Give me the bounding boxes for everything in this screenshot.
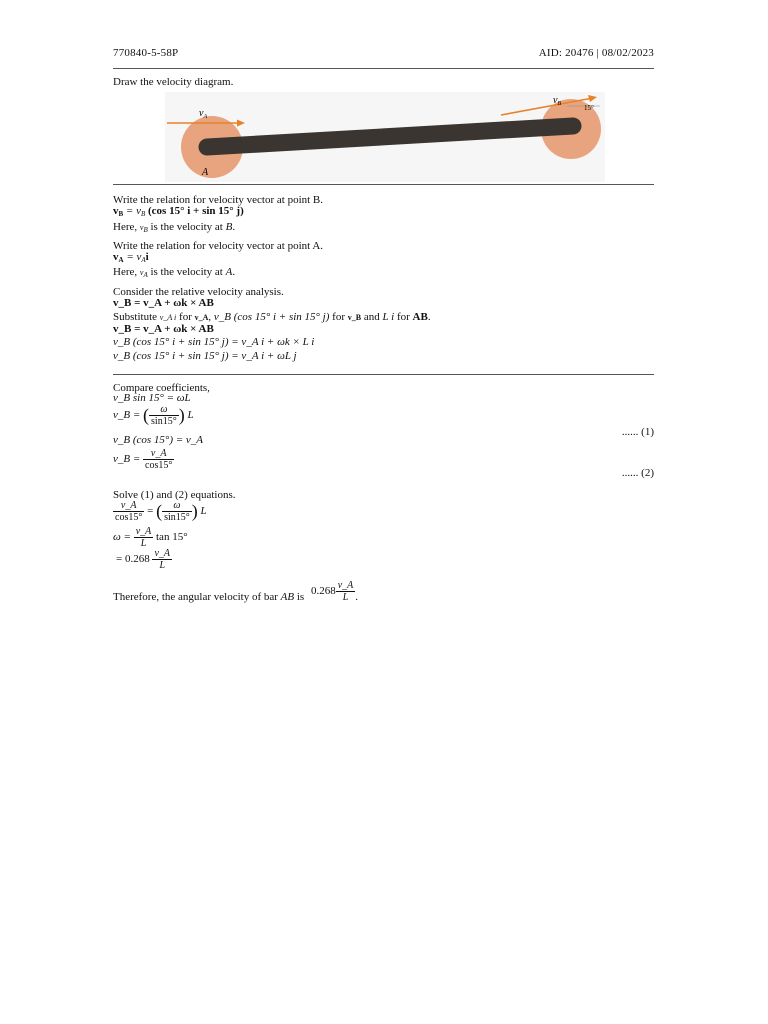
eq-vb-vector: $v_B = v_B$ (cos 15° i + sin 15° j) — [113, 205, 244, 218]
eq-omega-tan: ω = $\frac{v\_A}{L}$ tan 15° — [113, 526, 188, 549]
eq-vb-from-sin: v_B = ( $\frac{\omega}{\sin 15^\circ}$ ) L — [113, 404, 194, 427]
eq-va-vector: $v_A = v_Ai$ — [113, 251, 149, 264]
point-a-label: A — [202, 167, 209, 178]
va-label: $v_A$ — [199, 108, 208, 120]
eq-relative-velocity-2: v_B = v_A + ωk × AB — [113, 323, 214, 335]
step-relative-velocity: Consider the relative velocity analysis. — [113, 286, 284, 298]
eq-relative-velocity: v_B = v_A + ωk × AB — [113, 297, 214, 309]
substitute-line: Substitute v_A i for v_A, v_B (cos 15° i + sin 15° j) for v_B and L i for AB. — [113, 311, 431, 323]
step-va-relation: Write the relation for velocity vector at point A. — [113, 240, 324, 252]
step-solve: Solve (1) and (2) equations. — [113, 489, 236, 501]
vb-label: $v_B$ — [553, 95, 562, 107]
equation-tag-2: ...... (2) — [621, 467, 654, 479]
step-vb-relation: Write the relation for velocity vector at point B. — [113, 194, 324, 206]
step-draw-diagram: Draw the velocity diagram. — [113, 76, 234, 88]
conclusion-value: 0.268 $\frac{v\_A}{L}$ — [310, 580, 354, 603]
eq-omega-value: = 0.268 $\frac{v\_A}{L}$ — [116, 548, 171, 571]
angle-label: 15° — [584, 104, 594, 112]
eq-substituted-2: v_B (cos 15° i + sin 15° j) = v_A i + ωL j — [113, 350, 297, 362]
header-divider — [113, 68, 654, 69]
eq-cos-component: v_B (cos 15°) = v_A — [113, 434, 204, 446]
here-vb: Here, $v_B$ is the velocity at B. — [113, 221, 236, 234]
aid-date: AID: 20476 | 08/02/2023 — [538, 47, 654, 59]
eq-combined: $\frac{v\_A}{\cos 15^\circ}$ = ( $\frac{\omega}{\sin 15^\circ}$ ) L — [115, 500, 207, 523]
equation-tag-1: ...... (1) — [621, 426, 654, 438]
divider-2 — [113, 374, 654, 375]
here-va: Here, $v_A$ is the velocity at A. — [113, 266, 236, 279]
step-compare-coefficients: Compare coefficients, — [113, 382, 210, 394]
conclusion: Therefore, the angular velocity of bar AB is 0.268 $\frac{v\_A}{L}$ . — [113, 580, 359, 604]
divider-1 — [113, 184, 654, 185]
problem-id: 770840-5-58P — [113, 47, 179, 59]
eq-sin-component: v_B sin 15° = ωL — [113, 392, 191, 404]
eq-substituted-1: v_B (cos 15° i + sin 15° j) = v_A i + ωk × L i — [113, 336, 315, 348]
velocity-diagram-figure — [165, 92, 605, 182]
eq-vb-from-cos: v_B = $\frac{v\_A}{\cos 15^\circ}$ — [113, 448, 173, 471]
